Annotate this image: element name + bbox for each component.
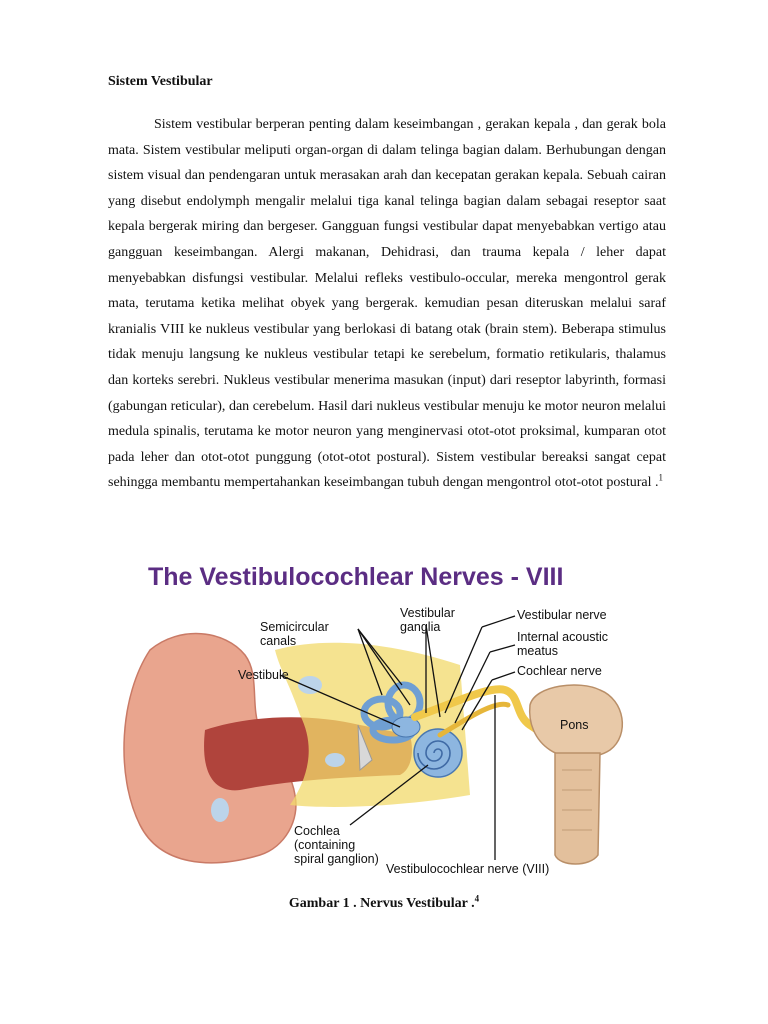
bone-cell xyxy=(325,753,345,767)
paragraph-footnote-ref: 1 xyxy=(658,472,664,483)
paragraph-text: Sistem vestibular berperan penting dalam keseimbangan , gerakan kepala , dan gerak bola mata. Sistem vestibular meliputi organ-organ di dalam telinga bagian dalam. Berhubungan dengan sistem visual dan pendengaran untuk merasakan arah dan kecepatan gerakan kepala. Sebuah cairan yang disebut endolymph mengalir melalui tiga kanal telinga bagian dalam sebagai reseptor saat kepala bergerak miring dan bergeser. Gangguan fungsi vestibular dapat menyebabkan vertigo atau gangguan keseimbangan. Alergi makanan, Dehidrasi, dan trauma kepala / leher dapat menyebabkan disfungsi vestibular. Melalui refleks vestibulo-occular, mereka mengontrol gerak mata, terutama ketika melihat obyek yang bergerak. kemudian pesan diteruskan melalui saraf kranialis VIII ke nukleus vestibular yang berlokasi di batang otak (brain stem). Beberapa stimulus tidak menuju langsung ke nukleus vestibular tetapi ke serebelum, formatio retikularis, thalamus dan korteks serebri. Nukleus vestibular menerima masukan (input) dari reseptor labyrinth, formasi (gabungan reticular), dan cerebelum. Hasil dari nukleus vestibular menuju ke motor neuron melalui medula spinalis, terutama ke motor neuron yang menginervasi otot-otot proksimal, kumparan otot pada leher dan otot-otot punggung (otot-otot postural). Sistem vestibular bereaksi sangat cepat sehingga membantu mempertahankan keseimbangan tubuh dengan mengontrol otot-otot postural . xyxy=(108,117,666,491)
label-vestibulocochlear-nerve: Vestibulocochlear nerve (VIII) xyxy=(386,862,550,876)
label-vestibular-ganglia-1: Vestibular xyxy=(400,606,455,620)
pons-shape xyxy=(530,685,623,864)
caption-text: Gambar 1 . Nervus Vestibular . xyxy=(288,896,475,911)
caption-footnote-ref: 4 xyxy=(474,893,480,904)
figure-title: The Vestibulocochlear Nerves - VIII xyxy=(148,563,564,591)
label-cochlea-3: spiral ganglion) xyxy=(294,852,379,866)
label-internal-acoustic-2: meatus xyxy=(517,644,558,658)
label-vestibule: Vestibule xyxy=(238,668,289,682)
figure-caption xyxy=(0,893,768,912)
label-pons: Pons xyxy=(560,718,589,732)
section-heading: Sistem Vestibular xyxy=(108,74,213,89)
vestibulocochlear-figure xyxy=(110,555,690,885)
label-cochlea-1: Cochlea xyxy=(294,824,340,838)
bone-cell xyxy=(211,798,229,822)
label-vestibular-nerve: Vestibular nerve xyxy=(517,608,607,622)
label-cochlear-nerve: Cochlear nerve xyxy=(517,664,602,678)
label-vestibular-ganglia-2: ganglia xyxy=(400,620,441,634)
label-internal-acoustic-1: Internal acoustic xyxy=(517,630,609,644)
label-semicircular: Semicircular xyxy=(260,620,329,634)
body-paragraph xyxy=(108,112,666,496)
label-canals: canals xyxy=(260,634,297,648)
label-cochlea-2: (containing xyxy=(294,838,356,852)
